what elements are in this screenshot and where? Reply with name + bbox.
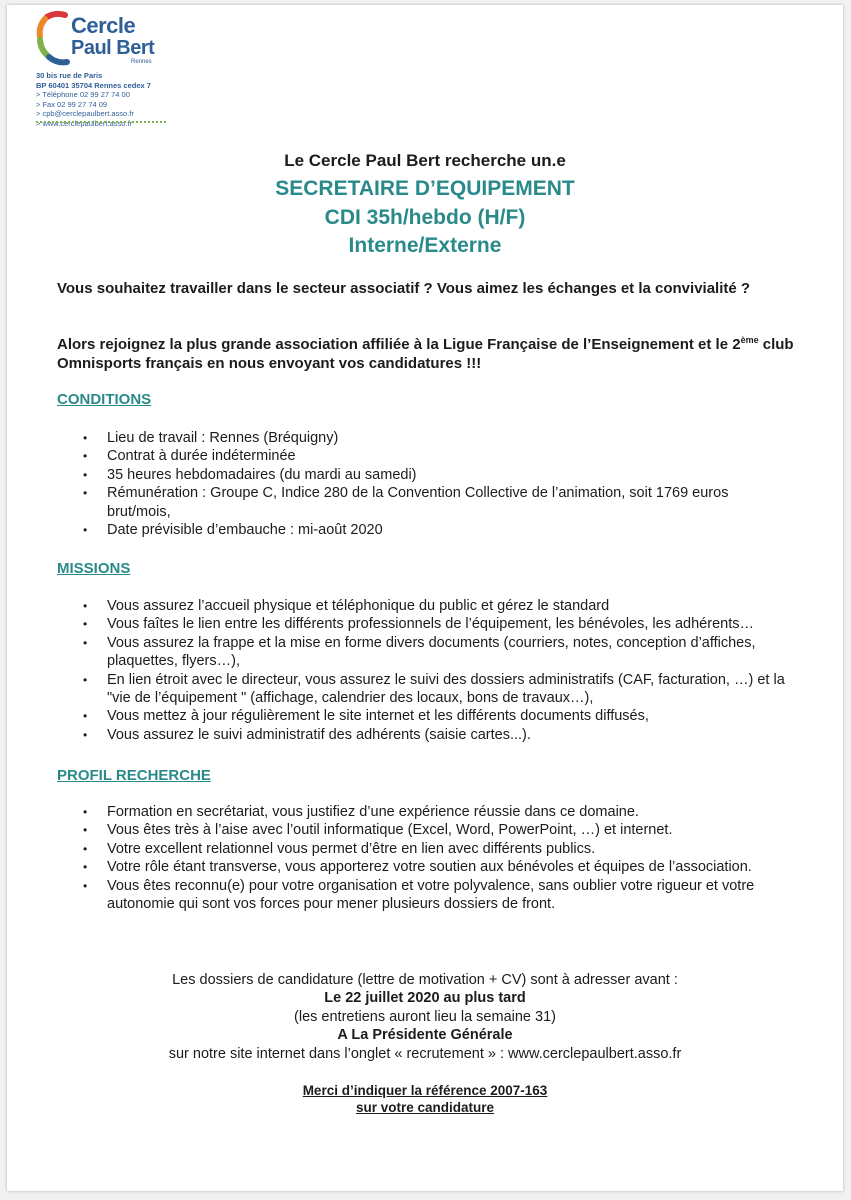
job-scope: Interne/Externe (348, 234, 502, 257)
address-block (36, 71, 151, 128)
list-item: • Vous êtes reconnu(e) pour votre organisation et votre polyvalence, sans oublier votre rigueur et votre autonomie qui sont vos forces pour mener plusieurs dossiers de front. (55, 877, 785, 914)
list-item: • Votre rôle étant transverse, vous apporterez votre soutien aux bénévoles et équipes de l’association. (55, 858, 785, 876)
list-item: • En lien étroit avec le directeur, vous assurez le suivi des dossiers administratifs (CAF, facturation, …) et la "vie de l’équipement " (affichage, calendrier des locaux, bons de travaux…), (55, 671, 785, 708)
list-item: • Vous mettez à jour régulièrement le site internet et les différents documents diffusés, (55, 707, 785, 725)
address-phone: > Téléphone 02 99 27 74 00 (36, 90, 130, 99)
profile-title: PROFIL RECHERCHE (57, 767, 211, 784)
reference-note (7, 1082, 843, 1116)
job-title: SECRETAIRE D’EQUIPEMENT (275, 177, 575, 200)
logo-title-cercle: Cercle (71, 13, 136, 38)
document-page (7, 5, 843, 1191)
pitch-superscript: ème (740, 335, 759, 345)
interview-note: (les entretiens auront lieu la semaine 31) (294, 1008, 556, 1025)
intro-question: Vous souhaitez travailler dans le secteur associatif ? Vous aimez les échanges et la convivialité ? (57, 280, 751, 297)
logo-subtitle: Rennes (131, 59, 152, 65)
reference-line-2: sur votre candidature (355, 1100, 495, 1115)
list-item: • Vous assurez l’accueil physique et téléphonique du public et gérez le standard (55, 597, 785, 615)
address-website: > www.cerclepaulbert.asso.fr (36, 118, 133, 128)
list-item: • Vous êtes très à l’aise avec l’outil informatique (Excel, Word, PowerPoint, …) et internet. (55, 821, 785, 839)
dotted-divider (36, 121, 166, 123)
intro-pitch (57, 335, 807, 373)
logo-title-paul-bert: Paul Bert (71, 37, 155, 59)
application-instructions: Les dossiers de candidature (lettre de motivation + CV) sont à adresser avant : (172, 972, 678, 988)
list-item: • Vous assurez le suivi administratif des adhérents (saisie cartes...). (55, 726, 785, 744)
address-email: > cpb@cerclepaulbert.asso.fr (36, 109, 134, 118)
reference-line-1: Merci d’indiquer la référence 2007-163 (302, 1083, 548, 1098)
list-item: • Rémunération : Groupe C, Indice 280 de la Convention Collective de l’animation, soit 1769 euros brut/mois, (55, 484, 785, 521)
missions-title: MISSIONS (57, 560, 131, 577)
logo-ring-icon (35, 7, 75, 67)
application-info (7, 971, 843, 1063)
list-item: • 35 heures hebdomadaires (du mardi au samedi) (55, 466, 785, 484)
pitch-part-1: Alors rejoignez la plus grande association affiliée à la Ligue Française de l’Enseignement et le 2 (57, 336, 741, 353)
conditions-list (55, 429, 785, 539)
list-item: • Formation en secrétariat, vous justifiez d’une expérience réussie dans ce domaine. (55, 803, 785, 821)
list-item: • Vous assurez la frappe et la mise en forme divers documents (courriers, notes, conception d’affiches, plaquettes, flyers…), (55, 634, 785, 671)
missions-list (55, 597, 785, 744)
list-item: • Vous faîtes le lien entre les différents professionnels de l’équipement, les bénévoles, les adhérents… (55, 615, 785, 633)
conditions-title: CONDITIONS (57, 391, 152, 408)
profile-list (55, 803, 785, 913)
address-fax: > Fax 02 99 27 74 09 (36, 99, 108, 109)
application-deadline: Le 22 juillet 2020 au plus tard (324, 990, 526, 1007)
list-item: • Contrat à durée indéterminée (55, 447, 785, 465)
list-item: • Lieu de travail : Rennes (Bréquigny) (55, 429, 785, 447)
heading-intro: Le Cercle Paul Bert recherche un.e (284, 151, 566, 170)
list-item: • Date prévisible d’embauche : mi-août 2020 (55, 521, 785, 539)
address-street: 30 bis rue de Paris (36, 71, 103, 80)
list-item: • Votre excellent relationnel vous permet d’être en lien avec différents publics. (55, 840, 785, 858)
job-contract: CDI 35h/hebdo (H/F) (324, 206, 526, 229)
pitch-part-2: club Omnisports français en nous envoyant vos candidatures !!! (57, 336, 794, 372)
application-recipient: A La Présidente Générale (337, 1027, 513, 1044)
address-postal: BP 60401 35704 Rennes cedex 7 (36, 80, 151, 90)
application-website: sur notre site internet dans l’onglet « recrutement » : www.cerclepaulbert.asso.fr (168, 1045, 682, 1062)
